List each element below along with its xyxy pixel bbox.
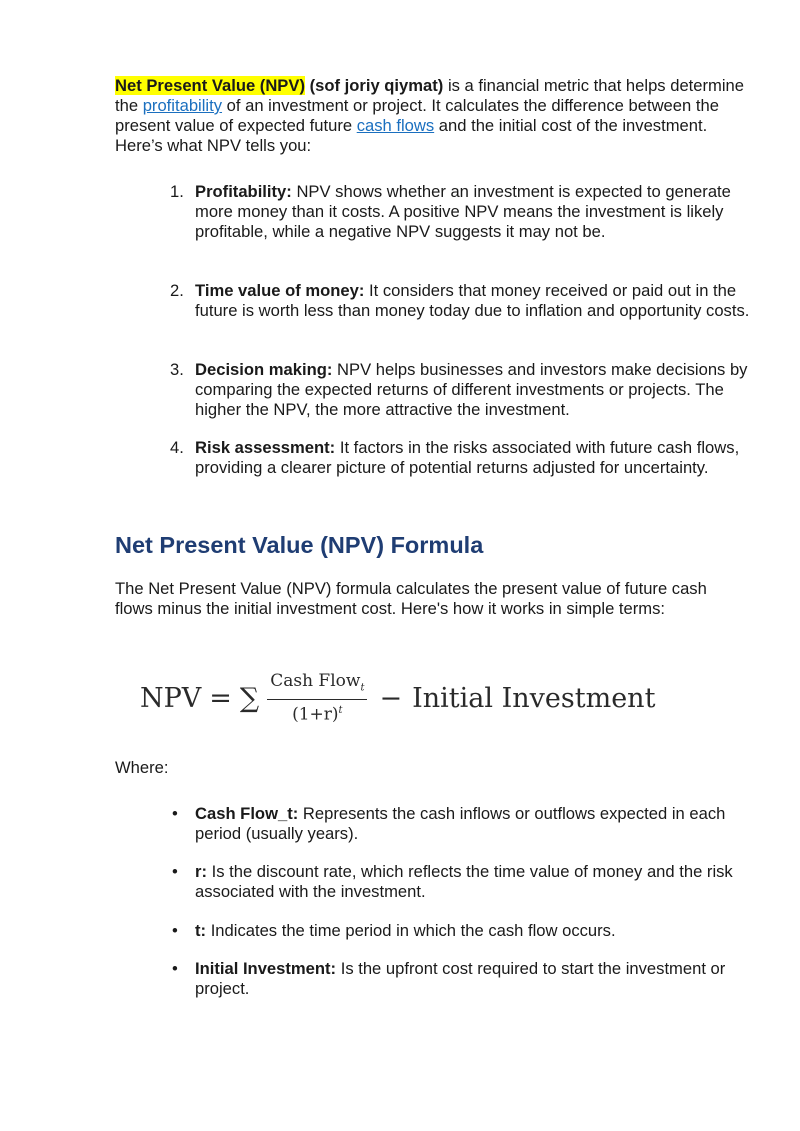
list-item (115, 360, 765, 420)
formula-rhs: Initial Investment (412, 683, 656, 715)
list-item (115, 182, 765, 242)
list-text: It factors in the risks associated with future cash flows, providing a clearer picture of potential returns adjusted for uncertainty. (195, 438, 740, 477)
list-text: Is the discount rate, which reflects the time value of money and the risk associated with the investment. (195, 862, 733, 901)
list-number: 4. (170, 438, 184, 457)
uzbek-term: (sof joriy qiymat) (309, 76, 444, 95)
list-text: NPV shows whether an investment is expected to generate more money than it costs. A positive NPV means the investment is likely profitable, while a negative NPV suggests it may not be. (195, 182, 731, 241)
list-number: 2. (170, 281, 184, 300)
list-item (115, 921, 765, 941)
list-number: 1. (170, 182, 184, 201)
where-label: Where: (115, 758, 169, 777)
list-term: Time value of money: (195, 281, 365, 300)
bullet-icon: • (172, 804, 178, 823)
list-item (115, 281, 765, 321)
list-item (115, 438, 765, 478)
formula-fraction (267, 672, 367, 725)
intro-text-2: of an investment or project. It calculates the difference between the present value of expected future (115, 96, 719, 135)
cash-flows-link[interactable]: cash flows (356, 116, 435, 135)
list-term: Decision making: (195, 360, 333, 379)
list-term: Risk assessment: (195, 438, 336, 457)
list-text: It considers that money received or paid out in the future is worth less than money today due to inflation and opportunity costs. (195, 281, 750, 320)
formula-numerator: Cash Flow$_t$ (267, 672, 367, 700)
intro-paragraph (115, 76, 745, 156)
section-heading: Net Present Value (NPV) Formula (115, 532, 484, 558)
bullet-icon: • (172, 862, 178, 881)
formula-lhs: NPV (140, 683, 202, 715)
formula-denominator: $(1+r)^t$ (292, 705, 343, 726)
profitability-link[interactable]: profitability (142, 96, 223, 115)
sigma-symbol: ∑ (239, 683, 260, 715)
formula-equals: = (209, 683, 232, 715)
formula-minus: − (379, 683, 403, 715)
list-term: Initial Investment: (195, 959, 337, 978)
list-text: Represents the cash inflows or outflows expected in each period (usually years). (195, 804, 726, 843)
list-item (115, 959, 765, 999)
list-term: t: (195, 921, 207, 940)
bullet-icon: • (172, 959, 178, 978)
bullet-icon: • (172, 921, 178, 940)
list-number: 3. (170, 360, 184, 379)
npv-formula (140, 672, 655, 725)
intro-text-1: is a financial metric that helps determine the (115, 76, 744, 115)
section-intro: The Net Present Value (NPV) formula calculates the present value of future cash flows minus the initial investment cost. Here's how it works in simple terms: (115, 579, 707, 618)
list-item (115, 862, 765, 902)
npv-highlight: Net Present Value (NPV) (115, 76, 305, 95)
list-term: Cash Flow_t: (195, 804, 299, 823)
list-term: r: (195, 862, 207, 881)
intro-text-3: and the initial cost of the investment. Here’s what NPV tells you: (115, 116, 708, 155)
list-text: Is the upfront cost required to start the investment or project. (195, 959, 726, 998)
list-text: Indicates the time period in which the cash flow occurs. (210, 921, 616, 940)
list-term: Profitability: (195, 182, 292, 201)
list-item (115, 804, 765, 844)
list-text: NPV helps businesses and investors make decisions by comparing the expected returns of different investments or projects. The higher the NPV, the more attractive the investment. (195, 360, 748, 419)
